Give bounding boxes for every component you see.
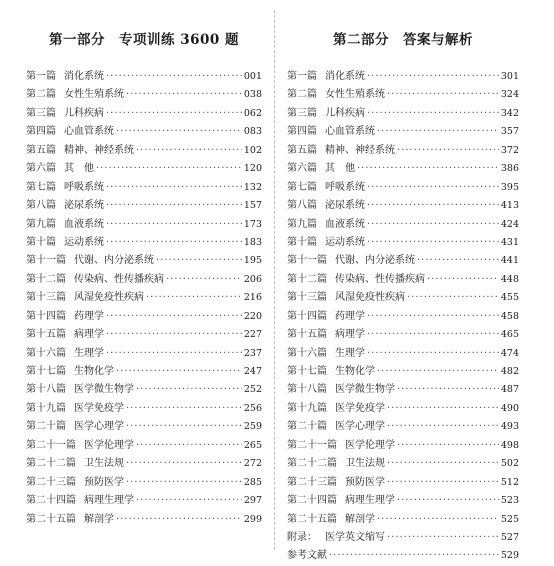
toc-entry-number: 附录：	[287, 531, 317, 543]
toc-page-number: 272	[243, 458, 262, 470]
toc-page-number: 502	[500, 458, 519, 470]
toc-entry-number: 第二十篇	[287, 421, 327, 433]
toc-page-number: 529	[500, 550, 519, 562]
toc-entry[interactable]	[26, 86, 262, 104]
toc-entry-number: 第十四篇	[287, 310, 327, 322]
toc-entry[interactable]	[287, 179, 519, 197]
toc-leader-dots	[397, 142, 499, 160]
toc-page-number: 324	[500, 89, 519, 101]
toc-entry-number: 第二篇	[287, 89, 317, 101]
toc-page-number: 441	[500, 255, 519, 267]
toc-entry-number: 第十三篇	[287, 292, 327, 304]
toc-leader-dots	[106, 345, 242, 363]
toc-leader-dots	[367, 216, 499, 234]
toc-entry-number: 第十四篇	[26, 310, 66, 322]
toc-entry-title: 血液系统	[325, 218, 365, 230]
toc-entry[interactable]	[287, 68, 519, 86]
toc-entry[interactable]	[26, 216, 262, 234]
toc-page-number: 157	[243, 200, 262, 212]
toc-leader-dots	[387, 86, 499, 104]
toc-entry[interactable]	[287, 381, 519, 399]
toc-page-number: 372	[500, 144, 519, 156]
toc-entry-title: 精神、神经系统	[64, 144, 134, 156]
toc-entry-title: 儿科疾病	[325, 107, 365, 119]
toc-leader-dots	[367, 197, 499, 215]
toc-entry[interactable]	[287, 547, 519, 565]
toc-entry-number: 第十六篇	[287, 347, 327, 359]
toc-page-number: 482	[500, 366, 519, 377]
toc-entry[interactable]	[287, 160, 519, 178]
toc-entry-number: 第十八篇	[26, 384, 66, 396]
toc-leader-dots	[126, 418, 242, 436]
toc-entry-title: 血液系统	[64, 218, 104, 230]
toc-entry[interactable]	[287, 529, 519, 547]
toc-entry[interactable]	[287, 308, 519, 326]
toc-entry-number: 第十五篇	[287, 329, 327, 341]
toc-entry-title: 预防医学	[345, 476, 385, 488]
toc-entry[interactable]	[26, 234, 262, 252]
toc-entry[interactable]	[26, 418, 262, 436]
toc-page-number: 132	[243, 181, 262, 193]
toc-entry-number: 第十篇	[287, 236, 317, 248]
column-divider	[274, 10, 275, 550]
toc-leader-dots	[116, 363, 242, 381]
toc-entry-title: 解剖学	[345, 513, 375, 525]
toc-entry-number: 第十二篇	[26, 273, 66, 285]
toc-leader-dots	[136, 437, 242, 455]
toc-entry[interactable]	[287, 197, 519, 215]
toc-entry[interactable]	[287, 142, 519, 160]
toc-entry-title: 运动系统	[325, 236, 365, 248]
toc-entry-title: 呼吸系统	[64, 181, 104, 193]
toc-entry[interactable]	[26, 474, 262, 492]
toc-leader-dots	[387, 400, 499, 418]
toc-page-number: 487	[500, 384, 519, 396]
toc-entry-title: 风湿免疫性疾病	[335, 292, 405, 304]
toc-entry-title: 消化系统	[325, 71, 365, 82]
toc-entry-title: 泌尿系统	[325, 200, 365, 212]
toc-page-number: 216	[243, 292, 262, 304]
toc-entry-number: 第三篇	[26, 107, 56, 119]
toc-leader-dots	[367, 234, 499, 252]
toc-entry-title: 医学心理学	[74, 421, 124, 433]
toc-entry-number: 第二十一篇	[26, 439, 76, 451]
toc-leader-dots	[357, 160, 499, 178]
toc-entry-number: 第一篇	[26, 71, 56, 82]
toc-page-number: 493	[500, 421, 519, 433]
toc-entry[interactable]	[26, 381, 262, 399]
toc-entry-title: 医学伦理学	[345, 439, 395, 451]
toc-entry-number: 第十二篇	[287, 273, 327, 285]
toc-entry[interactable]	[26, 271, 262, 289]
toc-page-number: 527	[500, 531, 519, 543]
toc-entry-number: 第二十二篇	[26, 458, 76, 470]
toc-entry[interactable]	[26, 345, 262, 363]
toc-entry-number: 第十九篇	[26, 402, 66, 414]
toc-entry-number: 第七篇	[287, 181, 317, 193]
toc-leader-dots	[397, 437, 499, 455]
toc-entry-number: 第十一篇	[287, 255, 327, 267]
part-two-heading: 第二部分 答案与解析	[333, 32, 473, 48]
toc-page-number: 237	[243, 347, 262, 359]
toc-entry[interactable]	[26, 123, 262, 141]
toc-entry-number: 第二十篇	[26, 421, 66, 433]
toc-page-number: 102	[243, 144, 262, 156]
toc-leader-dots	[387, 418, 499, 436]
toc-page-number: 001	[243, 71, 262, 82]
toc-entry-title: 儿科疾病	[64, 107, 104, 119]
toc-entry-title: 生理学	[335, 347, 365, 359]
toc-leader-dots	[106, 216, 242, 234]
toc-page-number: 299	[243, 513, 262, 525]
toc-entry-title: 心血管系统	[325, 126, 375, 138]
toc-entry[interactable]	[287, 86, 519, 104]
toc-leader-dots	[106, 105, 242, 123]
toc-entry-title: 卫生法规	[345, 458, 385, 470]
toc-entry-title: 呼吸系统	[325, 181, 365, 193]
toc-entry-title: 医学伦理学	[84, 439, 134, 451]
toc-leader-dots	[136, 142, 242, 160]
toc-entry[interactable]	[287, 216, 519, 234]
toc-entry-number: 第十七篇	[287, 366, 327, 377]
toc-entry[interactable]	[26, 363, 262, 381]
toc-leader-dots	[367, 68, 499, 86]
toc-page-number: 259	[243, 421, 262, 433]
toc-entry-number: 第二十三篇	[287, 476, 337, 488]
toc-page-number: 342	[500, 107, 519, 119]
toc-entry-title: 代谢、内分泌系统	[335, 255, 415, 267]
toc-leader-dots	[136, 381, 242, 399]
toc-entry[interactable]	[287, 474, 519, 492]
toc-leader-dots	[397, 492, 499, 510]
toc-leader-dots	[96, 160, 242, 178]
toc-page-number: 173	[243, 218, 262, 230]
toc-page-number: 458	[500, 310, 519, 322]
toc-entry-title: 其 他	[325, 163, 355, 175]
toc-entry-number: 第二十五篇	[26, 513, 76, 525]
toc-entry-title: 其 他	[64, 163, 94, 175]
toc-leader-dots	[166, 271, 242, 289]
toc-entry[interactable]	[287, 234, 519, 252]
toc-entry[interactable]	[26, 492, 262, 510]
toc-page-number: 297	[243, 495, 262, 507]
toc-entry-number: 第二十四篇	[26, 495, 76, 507]
toc-entry[interactable]	[26, 252, 262, 270]
toc-entry-number: 第十一篇	[26, 255, 66, 267]
toc-entry-number: 第十七篇	[26, 366, 66, 377]
toc-entry-title: 生物化学	[335, 366, 375, 377]
toc-entry[interactable]	[287, 437, 519, 455]
toc-page-number: 474	[500, 347, 519, 359]
toc-entry[interactable]	[287, 511, 519, 529]
toc-entry-title: 生理学	[74, 347, 104, 359]
part-one-toc	[26, 68, 262, 529]
toc-entry[interactable]	[287, 400, 519, 418]
toc-entry[interactable]	[287, 363, 519, 381]
toc-entry-title: 生物化学	[74, 366, 114, 377]
toc-entry-number: 第八篇	[287, 200, 317, 212]
toc-page-number: 395	[500, 181, 519, 193]
toc-leader-dots	[387, 529, 499, 547]
toc-entry-number: 第二十四篇	[287, 495, 337, 507]
toc-leader-dots	[106, 308, 242, 326]
toc-leader-dots	[126, 455, 242, 473]
toc-entry-number: 第十五篇	[26, 329, 66, 341]
toc-page-number: 252	[243, 384, 262, 396]
toc-entry[interactable]	[287, 418, 519, 436]
toc-page-number: 357	[500, 126, 519, 138]
toc-leader-dots	[397, 381, 499, 399]
toc-leader-dots	[116, 511, 242, 529]
toc-entry-number: 第十六篇	[26, 347, 66, 359]
toc-entry[interactable]	[26, 142, 262, 160]
toc-leader-dots	[156, 252, 242, 270]
toc-entry[interactable]	[26, 68, 262, 86]
toc-entry[interactable]	[26, 179, 262, 197]
toc-entry-number: 第九篇	[26, 218, 56, 230]
toc-entry-title: 解剖学	[84, 513, 114, 525]
toc-entry-number: 第十三篇	[26, 292, 66, 304]
toc-entry-number: 第二篇	[26, 89, 56, 101]
toc-leader-dots	[387, 455, 499, 473]
toc-page-number: 265	[243, 439, 262, 451]
toc-entry[interactable]	[26, 455, 262, 473]
toc-page-number: 301	[500, 71, 519, 82]
toc-page-number: 386	[500, 163, 519, 175]
toc-entry-title: 药理学	[74, 310, 104, 322]
toc-entry[interactable]	[26, 289, 262, 307]
toc-leader-dots	[367, 308, 499, 326]
toc-page-number: 183	[243, 236, 262, 248]
toc-leader-dots	[106, 68, 242, 86]
toc-page-number: 227	[243, 329, 262, 341]
toc-entry-number: 第七篇	[26, 181, 56, 193]
toc-leader-dots	[106, 234, 242, 252]
toc-entry[interactable]	[287, 289, 519, 307]
toc-leader-dots	[106, 326, 242, 344]
toc-entry-title: 女性生殖系统	[325, 89, 385, 101]
toc-entry-number: 第九篇	[287, 218, 317, 230]
toc-page-number: 465	[500, 329, 519, 341]
toc-entry-title: 消化系统	[64, 71, 104, 82]
toc-entry-title: 心血管系统	[64, 126, 114, 138]
toc-page-number: 206	[243, 273, 262, 285]
toc-page-number: 247	[243, 366, 262, 377]
toc-entry[interactable]	[287, 345, 519, 363]
part-one-heading: 第一部分 专项训练 3600 题	[49, 32, 239, 48]
toc-leader-dots	[106, 197, 242, 215]
toc-entry[interactable]	[26, 160, 262, 178]
toc-leader-dots	[427, 271, 499, 289]
toc-leader-dots	[407, 289, 499, 307]
toc-entry[interactable]	[287, 455, 519, 473]
toc-entry-number: 第六篇	[26, 163, 56, 175]
toc-entry-number: 第二十一篇	[287, 439, 337, 451]
toc-entry[interactable]	[287, 252, 519, 270]
toc-entry-title: 传染病、性传播疾病	[74, 273, 164, 285]
toc-page-number: 490	[500, 402, 519, 414]
toc-leader-dots	[367, 179, 499, 197]
toc-entry-title: 传染病、性传播疾病	[335, 273, 425, 285]
toc-page-number: 038	[243, 89, 262, 101]
toc-entry-number: 第十篇	[26, 236, 56, 248]
toc-leader-dots	[377, 123, 499, 141]
toc-leader-dots	[387, 474, 499, 492]
toc-entry-number: 第四篇	[287, 126, 317, 138]
toc-page-number: 523	[500, 495, 519, 507]
toc-entry[interactable]	[26, 437, 262, 455]
toc-leader-dots	[116, 123, 242, 141]
toc-entry-number: 第五篇	[287, 144, 317, 156]
toc-leader-dots	[126, 400, 242, 418]
toc-entry[interactable]	[26, 105, 262, 123]
toc-page-number: 062	[243, 107, 262, 119]
toc-leader-dots	[136, 492, 242, 510]
toc-entry-number: 第八篇	[26, 200, 56, 212]
toc-leader-dots	[367, 326, 499, 344]
toc-leader-dots	[126, 474, 242, 492]
toc-entry-number: 第二十二篇	[287, 458, 337, 470]
toc-entry-title: 预防医学	[84, 476, 124, 488]
toc-entry-number: 第十八篇	[287, 384, 327, 396]
toc-entry-number: 第五篇	[26, 144, 56, 156]
toc-leader-dots	[367, 105, 499, 123]
toc-leader-dots	[377, 511, 499, 529]
toc-entry-title: 医学微生物学	[335, 384, 395, 396]
toc-entry-title: 医学英文缩写	[325, 531, 385, 543]
toc-entry-number: 第二十五篇	[287, 513, 337, 525]
toc-page-number: 195	[243, 255, 262, 267]
toc-entry-title: 病理生理学	[345, 495, 395, 507]
toc-page-number: 120	[243, 163, 262, 175]
toc-page-number: 256	[243, 402, 262, 414]
toc-page-number: 498	[500, 439, 519, 451]
toc-leader-dots	[417, 252, 499, 270]
toc-entry[interactable]	[26, 308, 262, 326]
toc-entry[interactable]	[287, 123, 519, 141]
toc-page-number: 413	[500, 200, 519, 212]
toc-entry-title: 医学免疫学	[335, 402, 385, 414]
toc-page-number: 448	[500, 273, 519, 285]
toc-entry-number: 第三篇	[287, 107, 317, 119]
toc-entry-title: 医学心理学	[335, 421, 385, 433]
toc-entry[interactable]	[287, 271, 519, 289]
part-two-toc	[287, 68, 519, 566]
toc-page-number: 220	[243, 310, 262, 322]
toc-entry-number: 第二十三篇	[26, 476, 76, 488]
toc-entry-number: 第六篇	[287, 163, 317, 175]
toc-page-number: 512	[500, 476, 519, 488]
toc-entry[interactable]	[26, 326, 262, 344]
toc-leader-dots	[367, 345, 499, 363]
toc-entry-number: 第四篇	[26, 126, 56, 138]
toc-entry-title: 运动系统	[64, 236, 104, 248]
toc-entry-title: 精神、神经系统	[325, 144, 395, 156]
toc-entry[interactable]	[26, 400, 262, 418]
toc-page-number: 083	[243, 126, 262, 138]
toc-entry-number: 第一篇	[287, 71, 317, 82]
toc-entry-title: 风湿免疫性疾病	[74, 292, 144, 304]
toc-leader-dots	[146, 289, 242, 307]
toc-entry[interactable]	[26, 197, 262, 215]
toc-entry-title: 药理学	[335, 310, 365, 322]
toc-page-number: 285	[243, 476, 262, 488]
toc-leader-dots	[106, 179, 242, 197]
toc-page-number: 424	[500, 218, 519, 230]
toc-page-number: 455	[500, 292, 519, 304]
toc-entry-title: 病理学	[335, 329, 365, 341]
toc-leader-dots	[329, 547, 499, 565]
toc-entry[interactable]	[287, 105, 519, 123]
toc-entry-title: 参考文献	[287, 550, 327, 562]
toc-page-number: 525	[500, 513, 519, 525]
toc-entry-title: 泌尿系统	[64, 200, 104, 212]
toc-entry-number: 第十九篇	[287, 402, 327, 414]
toc-page-number: 431	[500, 236, 519, 248]
toc-entry-title: 代谢、内分泌系统	[74, 255, 154, 267]
toc-leader-dots	[377, 363, 499, 381]
toc-entry-title: 医学免疫学	[74, 402, 124, 414]
toc-entry-title: 卫生法规	[84, 458, 124, 470]
toc-entry[interactable]	[287, 326, 519, 344]
toc-entry-title: 医学微生物学	[74, 384, 134, 396]
toc-entry[interactable]	[26, 511, 262, 529]
toc-entry-title: 病理学	[74, 329, 104, 341]
toc-leader-dots	[126, 86, 242, 104]
toc-entry-title: 女性生殖系统	[64, 89, 124, 101]
toc-entry[interactable]	[287, 492, 519, 510]
toc-entry-title: 病理生理学	[84, 495, 134, 507]
